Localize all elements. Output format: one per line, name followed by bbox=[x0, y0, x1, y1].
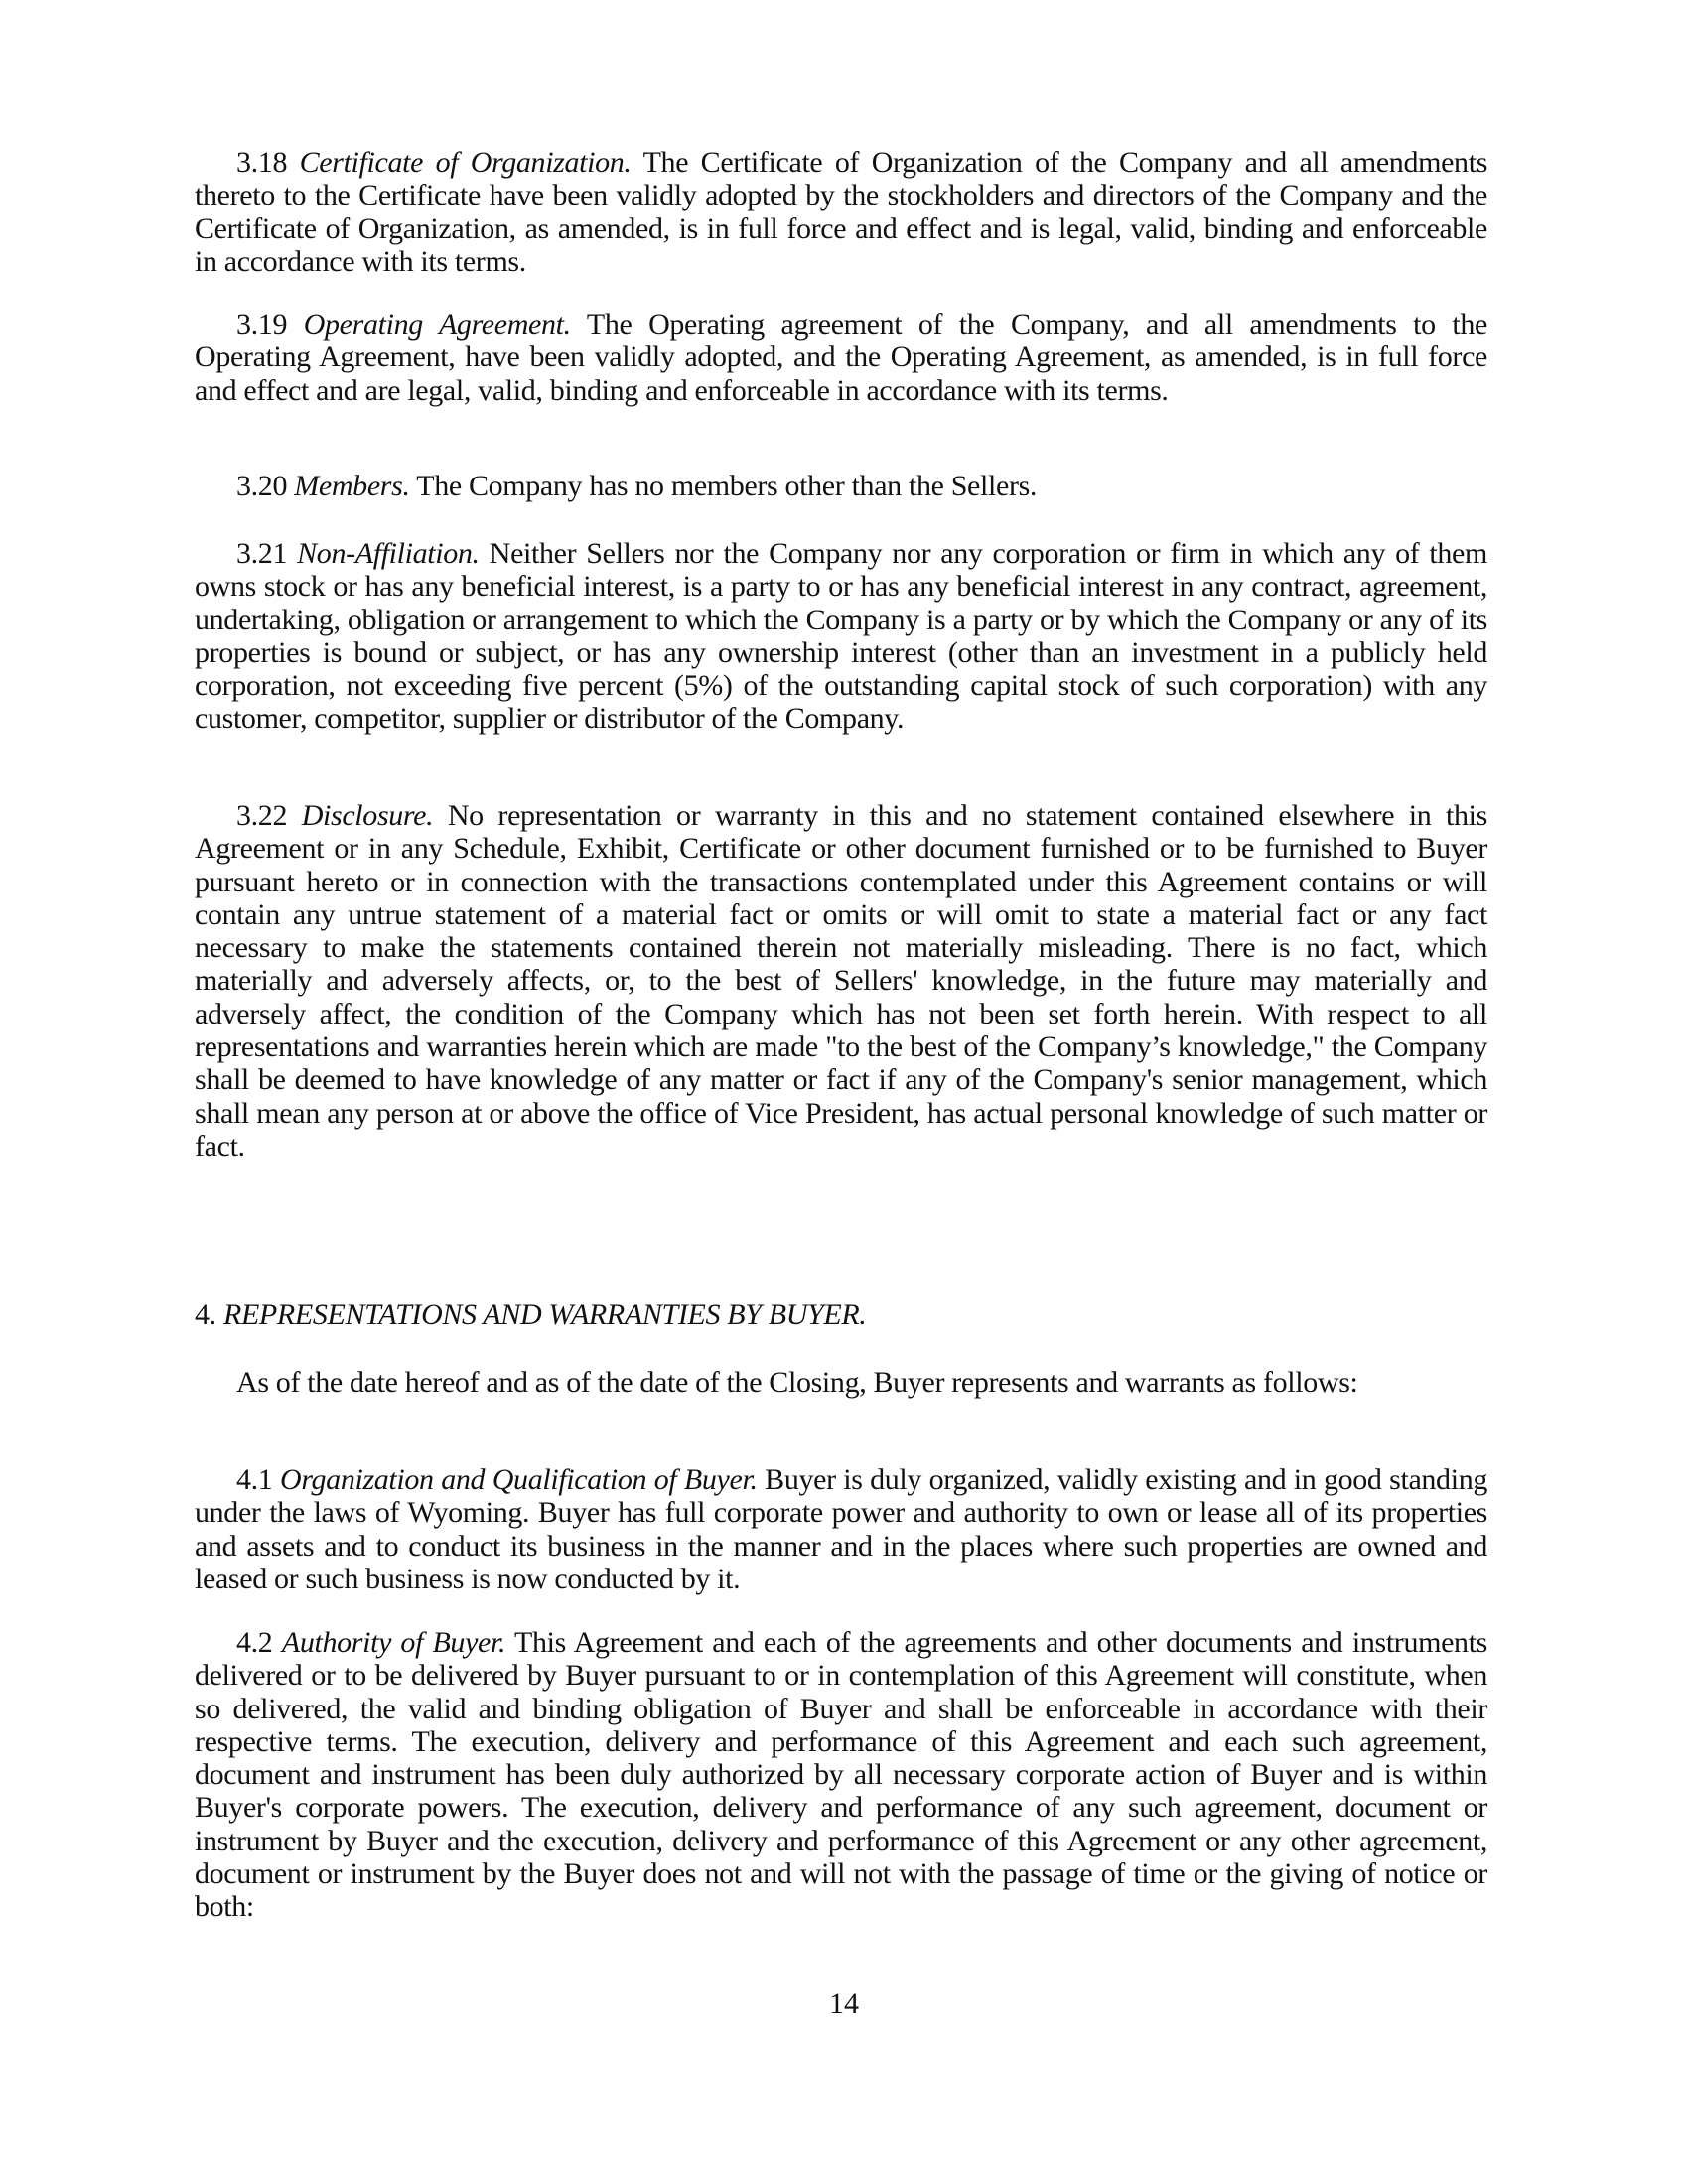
section-body: Neither Sellers nor the Company nor any corporation or firm in which any of them owns stock or has any beneficial interest, is a party to or has any beneficial interest in any contract, agreement, undertaking, obligation or arrangement to which the Company is a party or by which the Company or any of its properties is bound or subject, or has any ownership interest (other than an investment in a publicly held corporation, not exceeding five percent (5%) of the outstanding capital stock of such corporation) with any customer, competitor, supplier or distributor of the Company. bbox=[195, 537, 1488, 736]
section-title: Non-Affiliation. bbox=[297, 537, 480, 570]
article-4-intro: As of the date hereof and as of the date of the Closing, Buyer represents and warrants as follows: bbox=[236, 1366, 1358, 1399]
section-number: 3.21 bbox=[236, 537, 288, 570]
section-title: Authority of Buyer. bbox=[281, 1626, 506, 1659]
section-title: Members. bbox=[294, 470, 410, 502]
section-title: Operating Agreement. bbox=[303, 308, 571, 341]
section-4-2 bbox=[195, 1626, 1487, 1924]
section-3-22 bbox=[195, 799, 1487, 1162]
section-number: 4.2 bbox=[236, 1626, 273, 1659]
section-3-21 bbox=[195, 537, 1487, 736]
section-3-19 bbox=[195, 308, 1487, 407]
section-number: 3.19 bbox=[236, 308, 288, 341]
section-body: The Certificate of Organization of the Company and all amendments thereto to the Certificate have been validly adopted by the stockholders and directors of the Company and the Certificate of Organization, as amended, is in full force and effect and is legal, valid, binding and enforceable in accordance with its terms. bbox=[195, 146, 1488, 278]
section-body: The Operating agreement of the Company, and all amendments to the Operating Agreement, have been validly adopted, and the Operating Agreement, as amended, is in full force and effect and are legal, valid, binding and enforceable in accordance with its terms. bbox=[195, 308, 1487, 407]
section-body: The Company has no members other than the Sellers. bbox=[416, 470, 1038, 502]
page-number: 14 bbox=[829, 1987, 859, 2020]
section-title: Disclosure. bbox=[301, 799, 434, 832]
section-title: Certificate of Organization. bbox=[299, 146, 632, 179]
section-number: 3.18 bbox=[236, 146, 288, 179]
section-body: No representation or warranty in this and no statement contained elsewhere in this Agreement or in any Schedule, Exhibit, Certificate or other document furnished or to be furnished to Buyer pursuant hereto or in connection with the transactions contemplated under this Agreement contains or will contain any untrue statement of a material fact or omits or will omit to state a material fact or any fact necessary to make the statements contained therein not materially misleading. There is no fact, which materially and adversely affects, or, to the best of Sellers' knowledge, in the future may materially and adversely affect, the condition of the Company which has not been set forth herein. With respect to all representations and warranties herein which are made "to the best of the Company’s knowledge," the Company shall be deemed to have knowledge of any matter or fact if any of the Company's senior management, which shall mean any person at or above the office of Vice President, has actual personal knowledge of such matter or fact. bbox=[195, 799, 1487, 1162]
heading-title: REPRESENTATIONS AND WARRANTIES BY BUYER. bbox=[222, 1298, 867, 1331]
section-number: 3.20 bbox=[236, 470, 288, 502]
section-body: Buyer is duly organized, validly existing and in good standing under the laws of Wyoming. Buyer has full corporate power and authority to own or lease all of its properties and assets and to conduct its business in the manner and in the places where such properties are owned and leased or such business is now conducted by it. bbox=[195, 1463, 1487, 1595]
section-4-1 bbox=[195, 1463, 1487, 1595]
section-3-20 bbox=[195, 470, 1487, 502]
article-4-heading bbox=[195, 1298, 1487, 1331]
section-body: This Agreement and each of the agreements and other documents and instruments delivered or to be delivered by Buyer pursuant to or in contemplation of this Agreement will constitute, when so delivered, the valid and binding obligation of Buyer and shall be enforceable in accordance with their respective terms. The execution, delivery and performance of this Agreement and each such agreement, document and instrument has been duly authorized by all necessary corporate action of Buyer and is within Buyer's corporate powers. The execution, delivery and performance of any such agreement, document or instrument by Buyer and the execution, delivery and performance of this Agreement or any other agreement, document or instrument by the Buyer does not and will not with the passage of time or the giving of notice or both: bbox=[195, 1626, 1488, 1924]
section-number: 4.1 bbox=[236, 1463, 273, 1496]
section-3-18 bbox=[195, 146, 1487, 278]
heading-number: 4. bbox=[195, 1298, 216, 1331]
section-number: 3.22 bbox=[236, 799, 288, 832]
section-title: Organization and Qualification of Buyer. bbox=[280, 1463, 758, 1496]
